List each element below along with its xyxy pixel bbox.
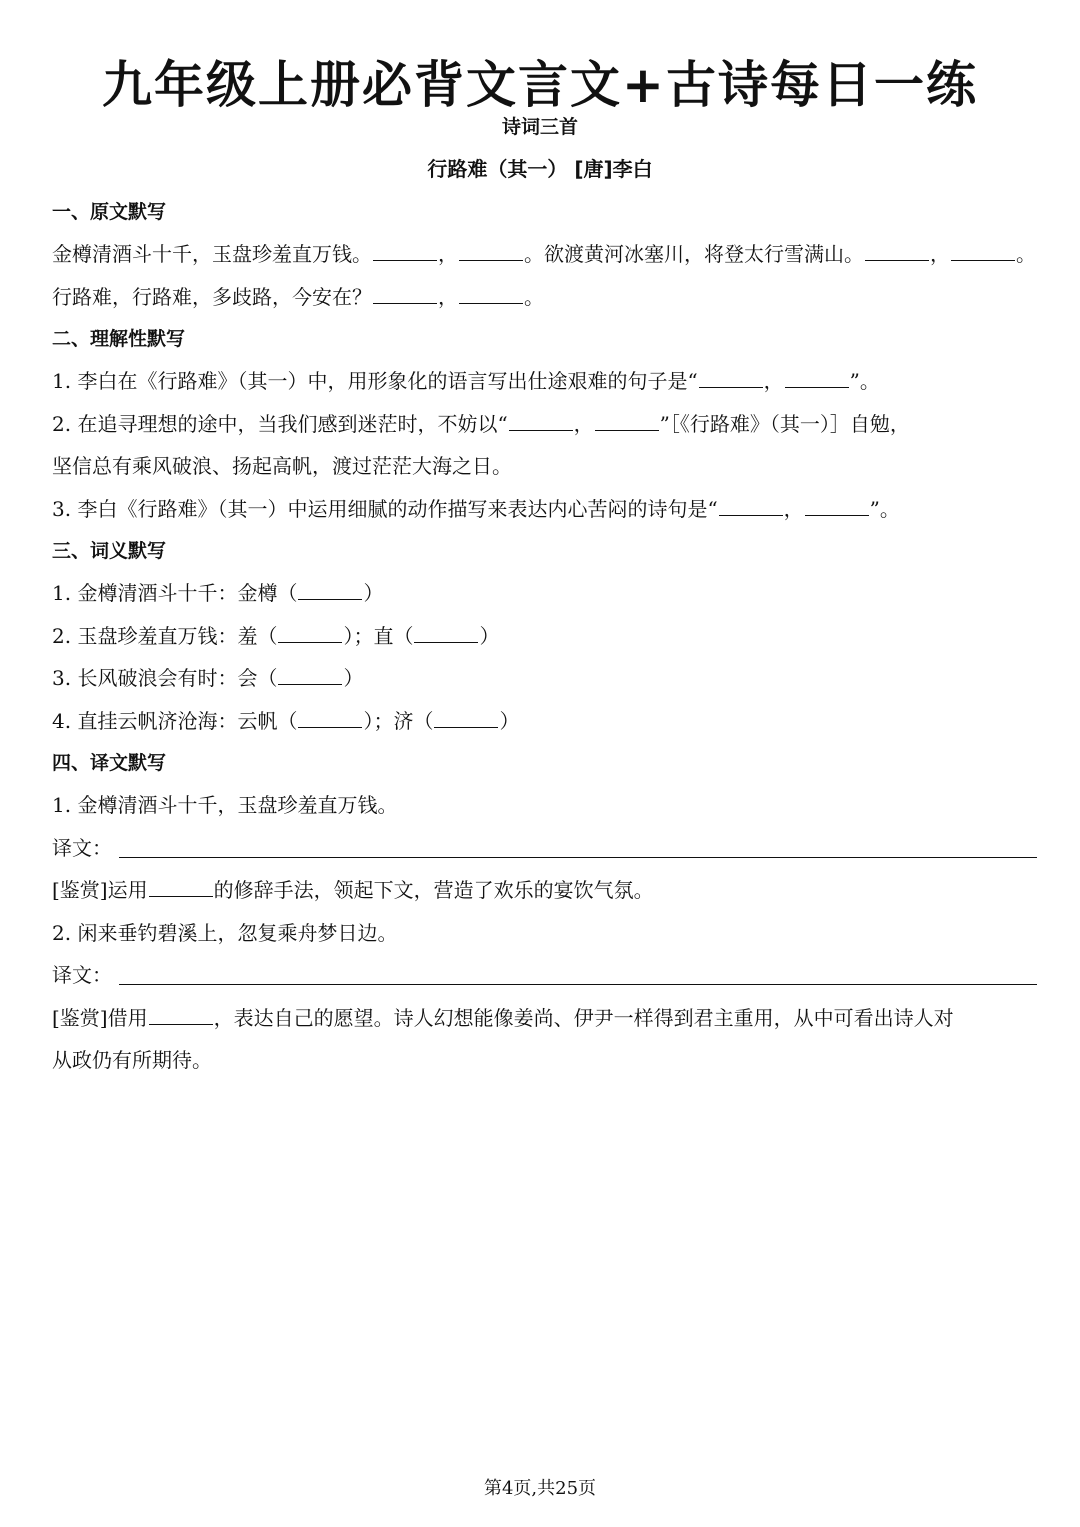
s2-question-3: 3. 李白《行路难》（其一）中运用细腻的动作描写来表达内心苦闷的诗句是“ ， ”。 xyxy=(52,497,900,521)
page-subtitle: 诗词三首 xyxy=(501,116,578,138)
section-heading-3: 三、词义默写 xyxy=(52,540,167,562)
s3-question-2: 2. 玉盘珍羞直万钱：羞（ ）；直（ ） xyxy=(52,624,500,648)
blank xyxy=(805,497,869,516)
translation-answer-line-1 xyxy=(119,857,1037,858)
translation-label-2: 译文： xyxy=(52,963,112,987)
translation-label-1: 译文： xyxy=(52,836,112,860)
blank xyxy=(459,285,523,304)
blank xyxy=(434,709,498,728)
blank xyxy=(509,412,573,431)
translation-answer-line-2 xyxy=(119,984,1037,985)
blank xyxy=(459,242,523,261)
blank xyxy=(719,497,783,516)
s4-question-2: 2. 闲来垂钓碧溪上，忽复乘舟梦日边。 xyxy=(52,921,398,945)
s2-question-2-cont: 坚信总有乘风破浪、扬起高帆，渡过茫茫大海之日。 xyxy=(52,454,512,478)
s3-question-4: 4. 直挂云帆济沧海：云帆（ ）；济（ ） xyxy=(52,709,520,733)
blank xyxy=(595,412,659,431)
blank xyxy=(699,369,763,388)
s4-question-1: 1. 金樽清酒斗十千，玉盘珍羞直万钱。 xyxy=(52,793,398,817)
s4-appreciation-2-cont: 从政仍有所期待。 xyxy=(52,1048,212,1072)
s3-question-3: 3. 长风破浪会有时：会（ ） xyxy=(52,666,364,690)
blank xyxy=(865,242,929,261)
page-footer: 第4页,共25页 xyxy=(483,1478,597,1499)
s1-line-2: 行路难，行路难，多歧路，今安在？ ， 。 xyxy=(52,285,544,309)
s2-question-2: 2. 在追寻理想的途中，当我们感到迷茫时，不妨以“ ， ”［《行路难》（其一）］自勉， xyxy=(52,412,910,436)
worksheet-page xyxy=(52,0,1037,1527)
blank xyxy=(373,242,437,261)
page-title: 九年级上册必背文言文+古诗每日一练 xyxy=(102,56,978,114)
s3-question-1: 1. 金樽清酒斗十千：金樽（ ） xyxy=(52,581,384,605)
blank xyxy=(298,709,362,728)
blank xyxy=(785,369,849,388)
blank xyxy=(951,242,1015,261)
s2-question-1: 1. 李白在《行路难》（其一）中，用形象化的语言写出仕途艰难的句子是“ ， ”。 xyxy=(52,369,880,393)
blank xyxy=(278,624,342,643)
section-heading-4: 四、译文默写 xyxy=(52,752,167,774)
blank xyxy=(149,878,213,897)
blank xyxy=(373,285,437,304)
section-heading-2: 二、理解性默写 xyxy=(52,328,186,350)
blank xyxy=(149,1006,213,1025)
blank xyxy=(298,581,362,600)
poem-heading: 行路难（其一） [唐]李白 xyxy=(427,157,653,181)
s4-appreciation-2: [鉴赏]借用 ，表达自己的愿望。诗人幻想能像姜尚、伊尹一样得到君主重用，从中可看出诗人对 xyxy=(52,1006,954,1030)
s1-line-1: 金樽清酒斗十千，玉盘珍羞直万钱。 ， 。欲渡黄河冰塞川，将登太行雪满山。 ， 。 xyxy=(52,242,1036,266)
blank xyxy=(414,624,478,643)
blank xyxy=(278,666,342,685)
section-heading-1: 一、原文默写 xyxy=(52,201,167,223)
s4-appreciation-1: [鉴赏]运用 的修辞手法，领起下文，营造了欢乐的宴饮气氛。 xyxy=(52,878,654,902)
